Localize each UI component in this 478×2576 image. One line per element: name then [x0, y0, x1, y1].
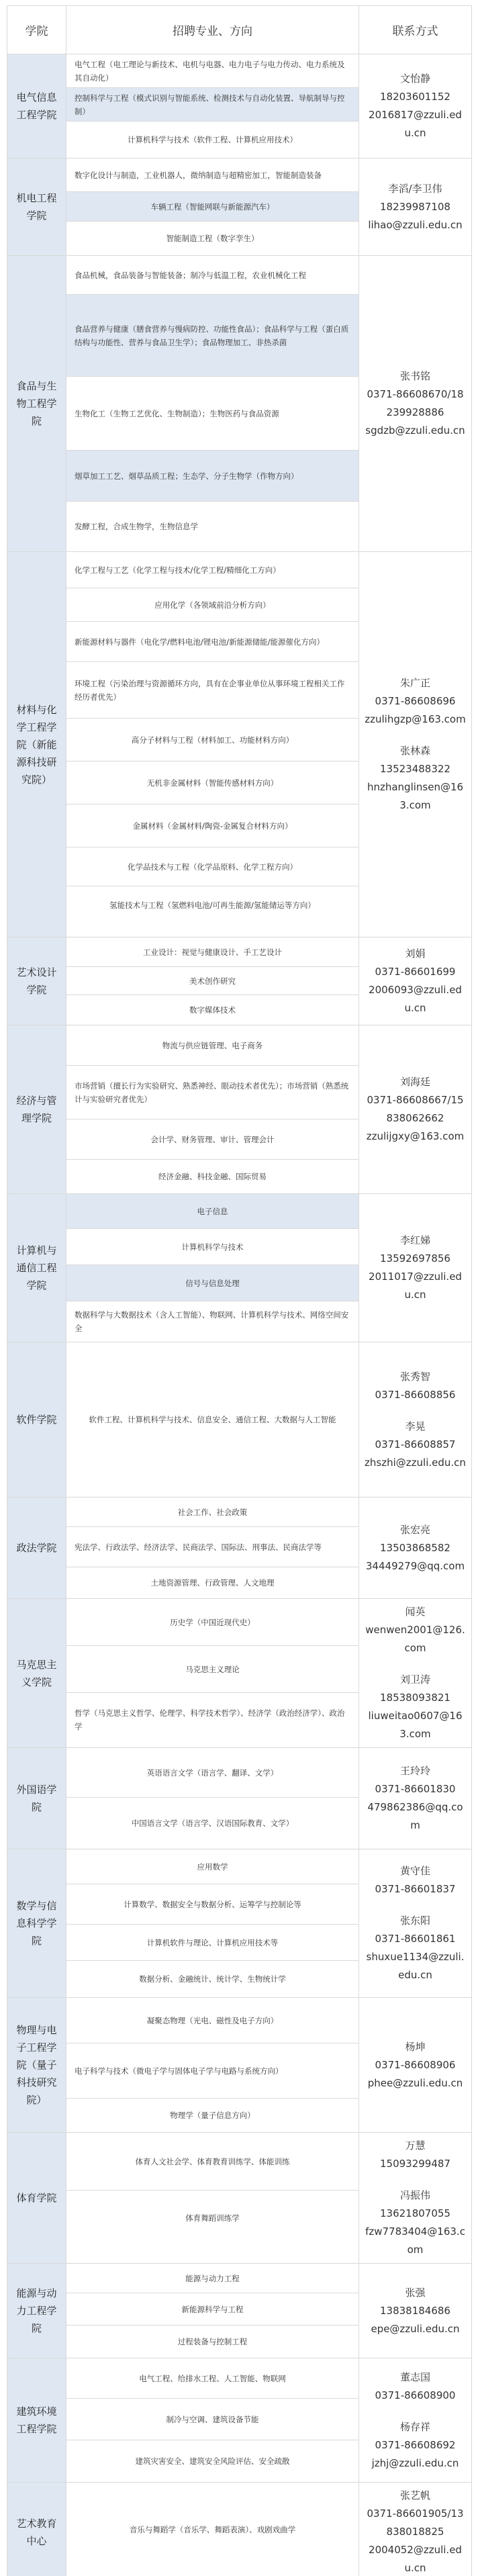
college-name: 计算机与通信工程学院: [7, 1194, 66, 1342]
header-contact: 联系方式: [359, 6, 472, 54]
major-item: 计算机软件与理论、计算机应用技术等: [66, 1925, 358, 1961]
contact-person: 王玲玲: [399, 1765, 430, 1777]
contact-email: 479862386@qq.com: [367, 1801, 463, 1831]
contact-email: zzulihgzp@163.com: [365, 713, 466, 725]
contact-person: 文怡静: [399, 73, 430, 85]
college-name: 数学与信息科学学院: [7, 1849, 66, 1998]
contact-person: 董志国: [399, 2371, 430, 2383]
table-row: [7, 1194, 472, 1342]
major-item: 车辆工程（智能网联与新能源汽车）: [66, 192, 358, 222]
contact-block: [365, 367, 466, 440]
contact-phone: 0371-86601830: [375, 1783, 456, 1795]
contact-block: [365, 1073, 466, 1146]
major-item: 发酵工程，合成生物学，生物信息学: [66, 502, 358, 551]
contact-block: [365, 1521, 466, 1575]
contact-person: 张书铭: [399, 370, 430, 382]
contact-person: 冯振伟: [399, 2189, 430, 2201]
major-item: 生物化工（生物工艺优化、生物制造）；生物医药与食品资源: [66, 377, 358, 451]
contact-person: 张艺帆: [399, 2489, 430, 2501]
contact-person: 杨存祥: [399, 2420, 430, 2433]
contact-cell: [359, 2483, 472, 2576]
table-row: [7, 1748, 472, 1849]
contact-cell: [359, 937, 472, 1025]
majors-cell: [66, 1498, 359, 1599]
contact-email: 34449279@qq.com: [365, 1559, 465, 1572]
majors-cell: [66, 2133, 359, 2264]
major-item: 氢能技术与工程（氢燃料电池/可再生能源/氢能储运等方向）: [66, 886, 358, 924]
contact-cell: [359, 2133, 472, 2264]
major-item: 高分子材料与工程（材料加工、功能材料方向）: [66, 719, 358, 762]
majors-cell: [66, 54, 359, 158]
contact-cell: [359, 54, 472, 158]
table-header-row: [7, 6, 472, 54]
contact-person: 李晃: [405, 1420, 426, 1432]
major-item: 环境工程（污染治理与资源循环方向，具有在企事业单位从事环境工程相关工作经历者优先）: [66, 662, 358, 719]
contact-cell: [359, 256, 472, 552]
college-name: 软件学院: [7, 1342, 66, 1498]
header-college: 学院: [7, 6, 66, 54]
table-row: [7, 54, 472, 158]
major-item: 工业设计：视觉与健康设计、手工艺设计: [66, 937, 358, 967]
table-row: [7, 937, 472, 1025]
contact-phone: 0371-86608906: [375, 2058, 456, 2071]
major-item: 数据分析、金融统计、统计学、生物统计学: [66, 1961, 358, 1997]
contact-email: epe@zzuli.edu.cn: [371, 2322, 460, 2335]
contact-block: [365, 2137, 466, 2173]
majors-cell: [66, 2358, 359, 2483]
contact-email: zzulijgxy@163.com: [366, 1130, 465, 1142]
major-item: 新能源科学与工程: [66, 2293, 358, 2326]
table-row: [7, 256, 472, 552]
major-item: 数字媒体技术: [66, 995, 358, 1025]
contact-email: lihao@zzuli.edu.cn: [368, 218, 463, 231]
contact-block: [365, 2418, 466, 2473]
major-item: 电气工程（电工理论与新技术、电机与电器、电力电子与电力传动、电力系统及其自动化）: [66, 54, 358, 88]
major-item: 无机非金属材料（智能传感材料方向）: [66, 762, 358, 804]
major-item: 信号与信息处理: [66, 1265, 358, 1301]
contact-person: 黄守佳: [399, 1865, 430, 1877]
contact-email: 2004052@zzuli.edu.cn: [369, 2544, 462, 2574]
major-item: 电子科学与技术（微电子学与固体电子学与电路与系统方向）: [66, 2043, 358, 2099]
contact-phone: 0371-86601905/13838018825: [367, 2508, 464, 2538]
contact-person: 刘娟: [405, 948, 426, 960]
contact-block: [365, 2187, 466, 2259]
contact-cell: [359, 158, 472, 256]
contact-block: [365, 1671, 466, 1743]
contact-email: zhszhi@zzuli.edu.cn: [365, 1456, 466, 1469]
header-majors: 招聘专业、方向: [66, 6, 359, 54]
college-name: 能源与动力工程学院: [7, 2264, 66, 2358]
contact-person: 万慧: [405, 2140, 426, 2152]
contact-phone: 13523488322: [380, 763, 450, 775]
table-row: [7, 1998, 472, 2133]
contact-phone: 0371-86608692: [375, 2438, 456, 2451]
contact-cell: [359, 1498, 472, 1599]
major-item: 宪法学、行政法学、经济法学、民商法学、国际法、刑事法、民商法学等: [66, 1527, 358, 1567]
contact-cell: [359, 1342, 472, 1498]
major-item: 食品机械，食品装备与智能装备；制冷与低温工程，农业机械化工程: [66, 256, 358, 295]
majors-cell: [66, 937, 359, 1025]
contact-cell: [359, 1998, 472, 2133]
major-item: 体育舞蹈训练学: [66, 2191, 358, 2246]
contact-email: phee@zzuli.edu.cn: [367, 2076, 463, 2089]
contact-cell: [359, 1194, 472, 1342]
major-item: 马克思主义理论: [66, 1646, 358, 1693]
contact-person: 张林森: [399, 745, 430, 757]
contact-block: [365, 2368, 466, 2405]
majors-cell: [66, 1194, 359, 1342]
contact-phone: 0371-86608696: [375, 695, 456, 707]
contact-block: [365, 180, 466, 234]
major-item: 美术创作研究: [66, 967, 358, 995]
table-body: [7, 54, 472, 2576]
contact-phone: 0371-86601837: [375, 1883, 456, 1895]
contact-block: [365, 2284, 466, 2338]
major-item: 新能源材料与器件（电化学/燃料电池/锂电池/新能源储能/能源催化方向）: [66, 622, 358, 662]
contact-block: [365, 674, 466, 729]
contact-block: [365, 1232, 466, 1304]
contact-phone: 0371-86608857: [375, 1438, 456, 1451]
major-item: 能源与动力工程: [66, 2264, 358, 2293]
table-row: [7, 1599, 472, 1748]
major-item: 智能制造工程（数字孪生）: [66, 222, 358, 255]
major-item: 社会工作、社会政策: [66, 1498, 358, 1527]
major-item: 计算数学、数据安全与数据分析、运筹学与控制论等: [66, 1884, 358, 1925]
major-item: 化学工程与工艺（化学工程与技术/化学工程/精细化工方向）: [66, 552, 358, 588]
contact-person: 李红娣: [399, 1234, 430, 1246]
contact-person: 张强: [405, 2286, 426, 2299]
contact-phone: 13838184686: [380, 2304, 450, 2317]
college-name: 建筑环境工程学院: [7, 2358, 66, 2483]
contact-email: fzw7783404@163.com: [365, 2225, 465, 2256]
major-item: 应用化学（各领域前沿分析方向）: [66, 588, 358, 622]
contact-block: [365, 2487, 466, 2576]
contact-phone: 18538093821: [380, 1692, 450, 1704]
majors-cell: [66, 1849, 359, 1998]
college-name: 物理与电子工程学院（量子科技研究院）: [7, 1998, 66, 2133]
contact-person: 杨坤: [405, 2040, 426, 2053]
contact-block: [365, 1603, 466, 1657]
college-name: 经济与管理学院: [7, 1025, 66, 1194]
college-name: 政法学院: [7, 1498, 66, 1599]
major-item: 化学品技术与工程（化学品原料、化学工程方向）: [66, 847, 358, 886]
contact-phone: 0371-86601861: [375, 1933, 456, 1945]
contact-email: wenwen2001@126.com: [365, 1624, 465, 1654]
major-item: 体育人文社会学、体育教育训练学、体能训练: [66, 2133, 358, 2191]
major-item: 计算机科学与技术（软件工程、计算机应用技术）: [66, 122, 358, 158]
major-item: 历史学（中国近现代史）: [66, 1599, 358, 1646]
major-item: 英语语言文学（语言学、翻译、文学）: [66, 1748, 358, 1798]
table-row: [7, 2264, 472, 2358]
major-item: 土地资源管理、行政管理、人文地理: [66, 1567, 358, 1598]
contact-block: [365, 1912, 466, 1984]
contact-phone: 15093299487: [380, 2158, 450, 2170]
contact-person: 李滔/李卫伟: [388, 182, 442, 195]
contact-phone: 0371-86601699: [375, 966, 456, 978]
contact-phone: 13621807055: [380, 2207, 450, 2219]
table-row: [7, 2358, 472, 2483]
contact-block: [365, 1418, 466, 1472]
contact-person: 张东阳: [399, 1915, 430, 1927]
contact-person: 刘海廷: [399, 1076, 430, 1088]
major-item: 电气工程、给排水工程、人工智能、物联网: [66, 2358, 358, 2399]
major-item: 音乐与舞蹈学（音乐学、舞蹈表演）、戏剧戏曲学: [66, 2483, 358, 2576]
contact-cell: [359, 2264, 472, 2358]
major-item: 物流与供应链管理、电子商务: [66, 1025, 358, 1066]
college-name: 体育学院: [7, 2133, 66, 2264]
contact-cell: [359, 552, 472, 937]
college-name: 食品与生物工程学院: [7, 256, 66, 552]
majors-cell: [66, 1998, 359, 2133]
major-item: 应用数学: [66, 1849, 358, 1884]
college-name: 电气信息工程学院: [7, 54, 66, 158]
college-name: 艺术教育中心: [7, 2483, 66, 2576]
contact-phone: 0371-86608670/18239928886: [367, 388, 464, 418]
contact-person: 张宏亮: [399, 1523, 430, 1536]
contact-block: [365, 945, 466, 1017]
contact-email: shuxue1134@zzuli.edu.cn: [366, 1951, 465, 1981]
table-row: [7, 1498, 472, 1599]
major-item: 建筑灾害安全、建筑安全风险评估、安全疏散: [66, 2440, 358, 2482]
contact-cell: [359, 1849, 472, 1998]
majors-cell: [66, 1599, 359, 1748]
college-name: 艺术设计学院: [7, 937, 66, 1025]
major-item: 经济金融、科技金融、国际贸易: [66, 1160, 358, 1193]
major-item: 烟草加工工艺、烟草品质工程；生态学、分子生物学（作物方向）: [66, 451, 358, 502]
majors-cell: [66, 2264, 359, 2358]
recruitment-table: [7, 5, 472, 2576]
contact-phone: 18203601152: [380, 91, 450, 103]
major-item: 计算机科学与技术: [66, 1229, 358, 1265]
contact-email: sgdzb@zzuli.edu.cn: [365, 424, 465, 436]
contact-cell: [359, 2358, 472, 2483]
majors-cell: [66, 158, 359, 256]
contact-block: [365, 1762, 466, 1835]
contact-phone: 13503868582: [380, 1541, 450, 1554]
majors-cell: [66, 1342, 359, 1498]
contact-block: [365, 742, 466, 815]
contact-block: [365, 1862, 466, 1898]
college-name: 马克思主义学院: [7, 1599, 66, 1748]
contact-person: 闻英: [405, 1606, 426, 1618]
major-item: 电子信息: [66, 1194, 358, 1229]
contact-phone: 0371-86608900: [375, 2389, 456, 2401]
major-item: 市场营销（擅长行为实验研究、熟悉神经、眼动技术者优先）；市场营销（熟悉统计与实验研究者优先）: [66, 1066, 358, 1119]
major-item: 过程装备与控制工程: [66, 2326, 358, 2358]
college-name: 外国语学院: [7, 1748, 66, 1849]
contact-phone: 18239987108: [380, 200, 450, 213]
major-item: 凝聚态物理（光电、磁性及电子方向）: [66, 1998, 358, 2043]
major-item: 金属材料（金属材料/陶瓷-金属复合材料方向）: [66, 804, 358, 847]
contact-person: 刘卫涛: [399, 1673, 430, 1686]
major-item: 制冷与空调、建筑设备节能: [66, 2399, 358, 2440]
contact-phone: 0371-86608856: [375, 1388, 456, 1401]
contact-email: 2006093@zzuli.edu.cn: [369, 984, 462, 1014]
contact-phone: 13592697856: [380, 1252, 450, 1264]
college-name: 机电工程学院: [7, 158, 66, 256]
contact-email: 2011017@zzuli.edu.cn: [369, 1271, 462, 1301]
major-item: 软件工程、计算机科学与技术、信息安全、通信工程、大数据与人工智能: [66, 1342, 358, 1497]
major-item: 哲学（马克思主义哲学、伦理学、科学技术哲学）、经济学（政治经济学）、政治学: [66, 1693, 358, 1747]
table-row: [7, 1025, 472, 1194]
table-row: [7, 158, 472, 256]
majors-cell: [66, 1748, 359, 1849]
majors-cell: [66, 552, 359, 937]
contact-email: hnzhanglinsen@163.com: [367, 781, 464, 811]
contact-email: jzhj@zzuli.edu.cn: [371, 2456, 459, 2469]
contact-block: [365, 2038, 466, 2092]
majors-cell: [66, 256, 359, 552]
table-row: [7, 552, 472, 937]
majors-cell: [66, 1025, 359, 1194]
major-item: 中国语言文学（语言学、汉语国际教育、文学）: [66, 1798, 358, 1849]
contact-email: 2016817@zzuli.edu.cn: [369, 109, 462, 139]
contact-cell: [359, 1599, 472, 1748]
table-row: [7, 2133, 472, 2264]
contact-block: [365, 1368, 466, 1404]
major-item: 控制科学与工程（模式识别与智能系统、检测技术与自动化装置、导航制导与控制）: [66, 88, 358, 122]
contact-block: [365, 70, 466, 142]
table-row: [7, 2483, 472, 2576]
college-name: 材料与化学工程学院（新能源科技研究院）: [7, 552, 66, 937]
contact-phone: 0371-86608667/15838062662: [367, 1094, 464, 1124]
major-item: 数字化设计与制造，工业机器人，微纳制造与超精密加工，智能制造装备: [66, 158, 358, 192]
major-item: 数据科学与大数据技术（含人工智能）、物联网、计算机科学与技术、网络空间安全: [66, 1301, 358, 1342]
contact-person: 张秀智: [399, 1370, 430, 1383]
table-row: [7, 1849, 472, 1998]
major-item: 物理学（量子信息方向）: [66, 2099, 358, 2132]
majors-cell: [66, 2483, 359, 2576]
contact-person: 朱广正: [399, 677, 430, 689]
table-row: [7, 1342, 472, 1498]
major-item: 食品营养与健康（膳食营养与慢病防控、功能性食品）；食品科学与工程（蛋白质结构与功能性、营养与食品卫生学）；食品物理加工、非热杀菌: [66, 295, 358, 377]
contact-email: liuweitao0607@163.com: [368, 1710, 463, 1740]
contact-cell: [359, 1025, 472, 1194]
contact-cell: [359, 1748, 472, 1849]
major-item: 会计学、财务管理、审计、管理会计: [66, 1119, 358, 1160]
